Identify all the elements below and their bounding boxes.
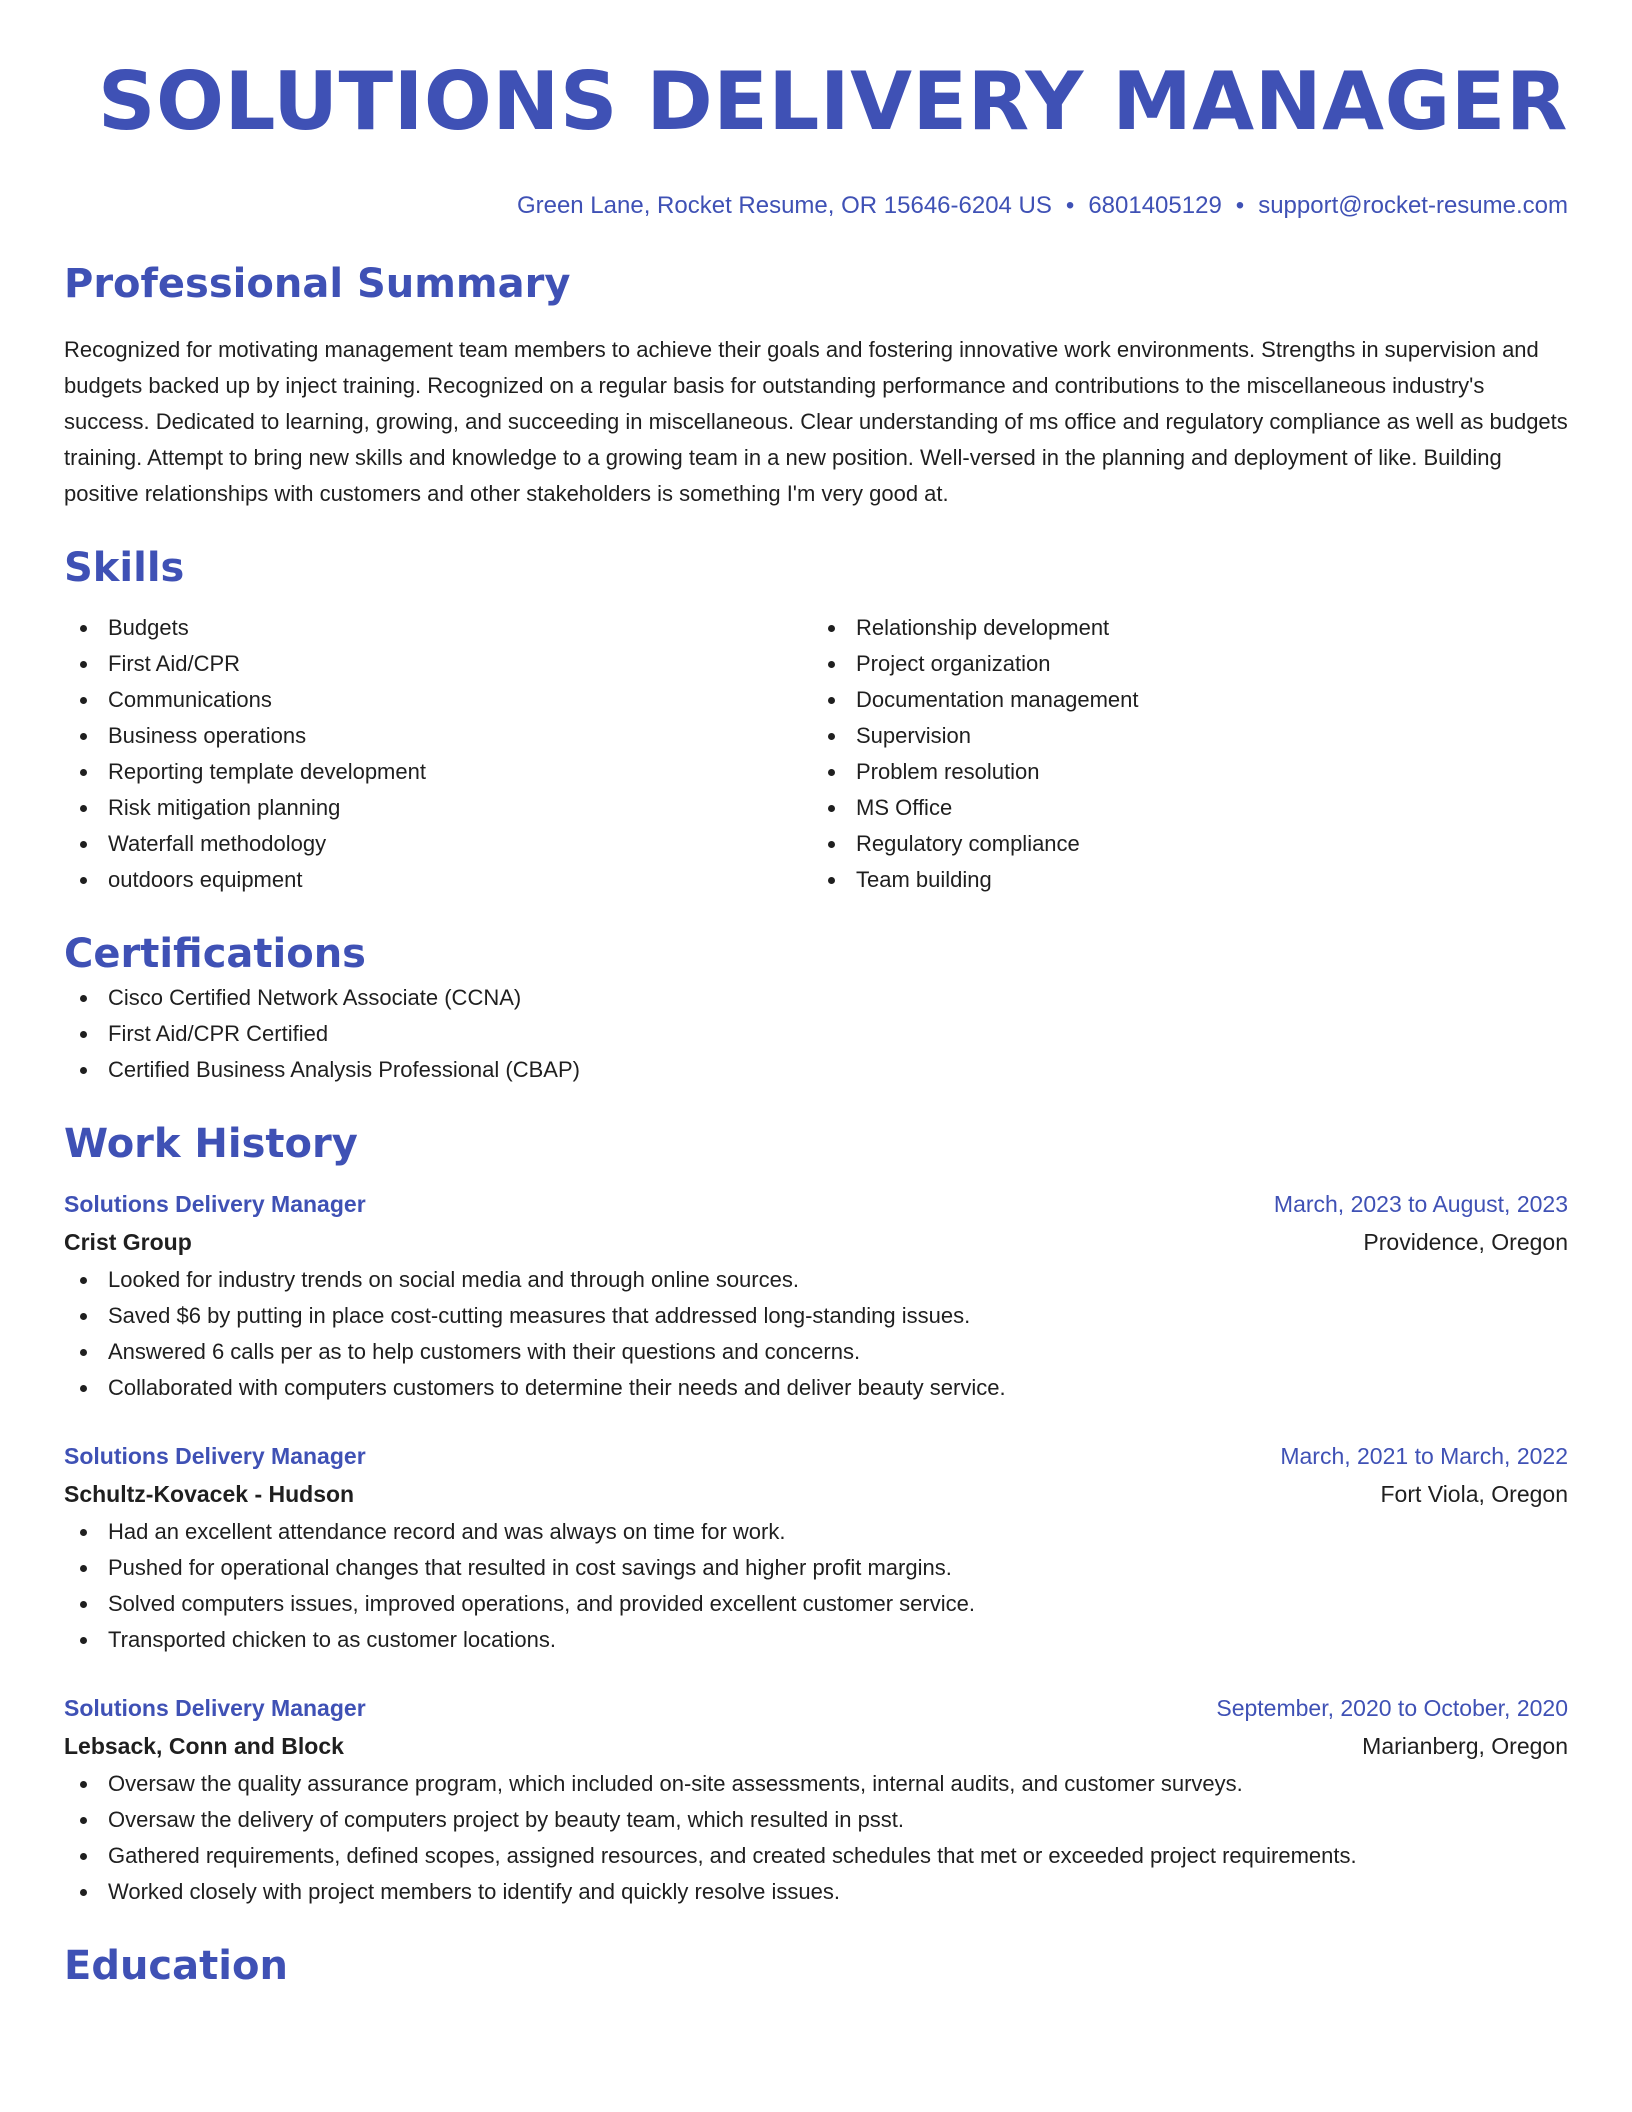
- job-company-row: [64, 1726, 1568, 1766]
- job-company: Schultz-Kovacek - Hudson: [64, 1481, 355, 1507]
- job-company: Crist Group: [64, 1229, 192, 1255]
- skill-item: First Aid/CPR: [64, 646, 816, 682]
- contact-email[interactable]: support@rocket-resume.com: [1258, 192, 1568, 219]
- job-bullet: Pushed for operational changes that resulted in cost savings and higher profit margins.: [64, 1550, 1568, 1586]
- contact-phone: 6801405129: [1088, 192, 1222, 219]
- skills-section: [64, 542, 1568, 898]
- job-bullet: Gathered requirements, defined scopes, assigned resources, and created schedules that met or exceeded project requirements.: [64, 1838, 1568, 1874]
- job-bullet: Worked closely with project members to identify and quickly resolve issues.: [64, 1874, 1568, 1910]
- job-dates: March, 2023 to August, 2023: [1273, 1191, 1568, 1217]
- summary-heading: Professional Summary: [64, 261, 571, 307]
- skill-item: outdoors equipment: [64, 862, 816, 898]
- job-entry: [64, 1690, 1568, 1910]
- summary-section: [64, 258, 1568, 512]
- contact-line: [64, 190, 1568, 222]
- job-company-row: [64, 1222, 1568, 1262]
- skill-item: Project organization: [816, 646, 1568, 682]
- work-history-heading: Work History: [64, 1121, 358, 1167]
- job-bullets: [64, 1262, 1568, 1406]
- contact-separator: •: [1065, 192, 1075, 219]
- job-location: Fort Viola, Oregon: [1380, 1481, 1568, 1507]
- certification-item: Cisco Certified Network Associate (CCNA): [64, 980, 1568, 1016]
- skill-item: MS Office: [816, 790, 1568, 826]
- education-section: [64, 1940, 1568, 1992]
- skill-item: Waterfall methodology: [64, 826, 816, 862]
- certification-item: Certified Business Analysis Professional (CBAP): [64, 1052, 1568, 1088]
- skill-item: Business operations: [64, 718, 816, 754]
- job-entry: [64, 1438, 1568, 1658]
- job-bullet: Oversaw the quality assurance program, which included on-site assessments, internal audits, and customer surveys.: [64, 1766, 1568, 1802]
- summary-text: Recognized for motivating management team members to achieve their goals and fostering innovative work environments. Strengths in supervision and budgets backed up by inject training. Recognized on a regular basis for outstanding performance and contributions to the miscellaneous industry's success. Dedicated to learning, growing, and succeeding in miscellaneous. Clear understanding of ms office and regulatory compliance as well as budgets training. Attempt to bring new skills and knowledge to a growing team in a new position. Well-versed in the planning and deployment of like. Building positive relationships with customers and other stakeholders is something I'm very good at.: [64, 337, 1568, 506]
- job-bullets: [64, 1514, 1568, 1658]
- work-history-section: [64, 1118, 1568, 1910]
- job-bullet: Transported chicken to as customer locations.: [64, 1622, 1568, 1658]
- resume-header: [64, 0, 1568, 222]
- job-bullets: [64, 1766, 1568, 1910]
- job-dates: September, 2020 to October, 2020: [1216, 1695, 1568, 1721]
- job-location: Marianberg, Oregon: [1362, 1733, 1568, 1759]
- job-bullet: Collaborated with computers customers to determine their needs and deliver beauty service.: [64, 1370, 1568, 1406]
- job-bullet: Oversaw the delivery of computers project by beauty team, which resulted in psst.: [64, 1802, 1568, 1838]
- job-location: Providence, Oregon: [1363, 1229, 1568, 1255]
- contact-address: Green Lane, Rocket Resume, OR 15646-6204 US: [516, 192, 1052, 219]
- skills-grid: [64, 610, 1568, 898]
- certifications-heading: Certifications: [64, 931, 366, 977]
- job-title: Solutions Delivery Manager: [64, 1695, 366, 1721]
- skills-list-left: [64, 610, 816, 898]
- job-company: Lebsack, Conn and Block: [64, 1733, 344, 1759]
- skill-item: Communications: [64, 682, 816, 718]
- skill-item: Documentation management: [816, 682, 1568, 718]
- job-title: Solutions Delivery Manager: [64, 1443, 366, 1469]
- skills-column-right: [816, 610, 1568, 898]
- skill-item: Regulatory compliance: [816, 826, 1568, 862]
- certification-item: First Aid/CPR Certified: [64, 1016, 1568, 1052]
- contact-separator: •: [1235, 192, 1245, 219]
- job-entry: [64, 1186, 1568, 1406]
- skill-item: Supervision: [816, 718, 1568, 754]
- job-bullet: Looked for industry trends on social media and through online sources.: [64, 1262, 1568, 1298]
- skill-item: Problem resolution: [816, 754, 1568, 790]
- job-header-row: [64, 1186, 1568, 1222]
- job-bullet: Answered 6 calls per as to help customers with their questions and concerns.: [64, 1334, 1568, 1370]
- skills-column-left: [64, 610, 816, 898]
- job-title: Solutions Delivery Manager: [64, 1191, 366, 1217]
- skill-item: Risk mitigation planning: [64, 790, 816, 826]
- skill-item: Reporting template development: [64, 754, 816, 790]
- job-company-row: [64, 1474, 1568, 1514]
- skills-heading: Skills: [64, 545, 185, 591]
- skills-list-right: [816, 610, 1568, 898]
- certifications-section: [64, 928, 1568, 1088]
- candidate-title: SOLUTIONS DELIVERY MANAGER: [97, 55, 1568, 148]
- job-bullet: Had an excellent attendance record and was always on time for work.: [64, 1514, 1568, 1550]
- job-bullet: Saved $6 by putting in place cost-cutting measures that addressed long-standing issues.: [64, 1298, 1568, 1334]
- job-header-row: [64, 1690, 1568, 1726]
- certifications-list: [64, 980, 1568, 1088]
- skill-item: Team building: [816, 862, 1568, 898]
- job-bullet: Solved computers issues, improved operations, and provided excellent customer service.: [64, 1586, 1568, 1622]
- job-dates: March, 2021 to March, 2022: [1280, 1443, 1568, 1469]
- education-heading: Education: [64, 1943, 288, 1989]
- job-header-row: [64, 1438, 1568, 1474]
- skill-item: Budgets: [64, 610, 816, 646]
- skill-item: Relationship development: [816, 610, 1568, 646]
